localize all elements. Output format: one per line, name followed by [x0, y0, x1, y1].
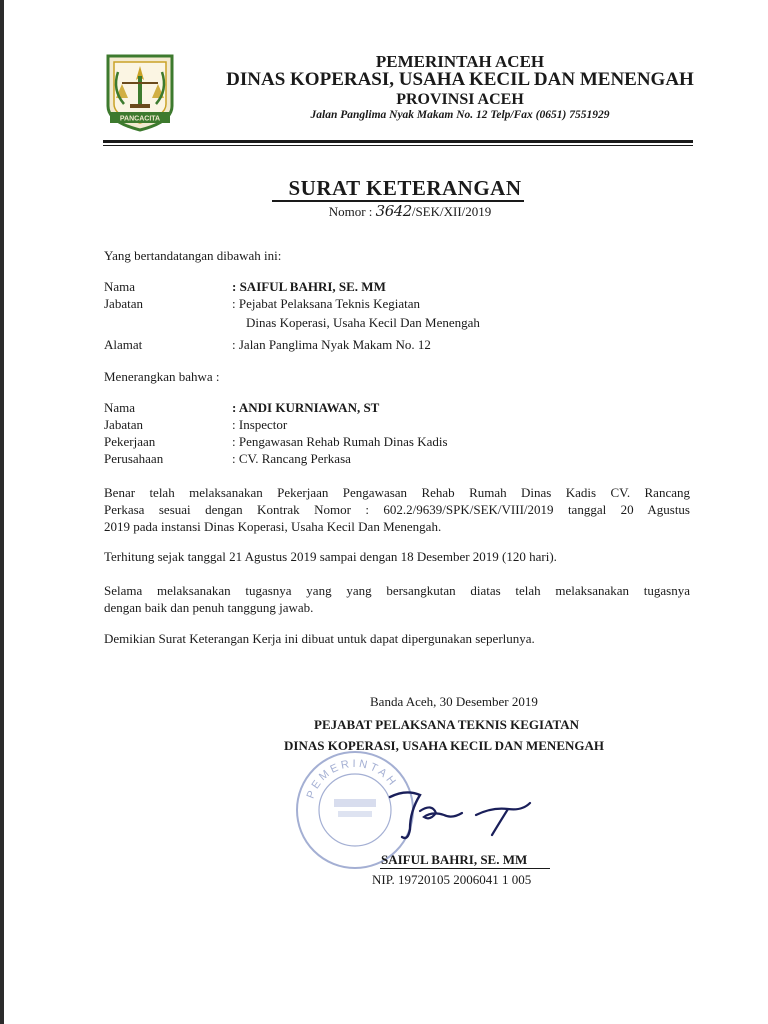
signer-nama-label: Nama	[104, 279, 136, 294]
nomor-handwritten: 3642	[375, 202, 412, 220]
page-edge	[0, 0, 4, 1024]
subject-jabatan-value: : Inspector	[232, 417, 288, 432]
signatory-name-underline	[380, 868, 550, 869]
nomor-suffix: /SEK/XII/2019	[411, 204, 492, 219]
document-number	[260, 202, 560, 220]
paragraph-performance	[104, 582, 690, 616]
signatory-position: PEJABAT PELAKSANA TEKNIS KEGIATAN	[314, 717, 579, 732]
letterhead-province: PROVINSI ACEH	[396, 91, 524, 108]
subject-perusahaan-value: : CV. Rancang Perkasa	[232, 451, 351, 466]
paragraph-line: Perkasa sesuai dengan Kontrak Nomor : 602.2/9639/SPK/SEK/VIII/2019 tanggal 20 Agustus	[104, 502, 690, 517]
paragraph-line: 2019 pada instansi Dinas Koperasi, Usaha Kecil Dan Menengah.	[104, 519, 442, 534]
stamp-text: PEMERINTAH	[304, 757, 400, 801]
paragraph-period	[104, 548, 690, 565]
logo-text: PANCACITA	[119, 115, 161, 123]
letterhead-address: Jalan Panglima Nyak Makam No. 12 Telp/Fax (0651) 7551929	[310, 109, 610, 121]
place-date: Banda Aceh, 30 Desember 2019	[370, 694, 538, 709]
signatory-agency: DINAS KOPERASI, USAHA KECIL DAN MENENGAH	[284, 738, 604, 753]
subject-nama-value: : ANDI KURNIAWAN, ST	[232, 400, 380, 415]
letterhead-government: PEMERINTAH ACEH	[375, 52, 545, 71]
paragraph-line: Selama melaksanakan tugasnya yang yang bersangkutan diatas telah melaksanakan tugasnya	[104, 583, 690, 598]
paragraph-line: dengan baik dan penuh tanggung jawab.	[104, 600, 314, 615]
signer-jabatan-label: Jabatan	[104, 296, 143, 311]
letterhead-agency: DINAS KOPERASI, USAHA KECIL DAN MENENGAH	[226, 69, 694, 90]
subject-nama-label: Nama	[104, 400, 136, 415]
document-title: SURAT KETERANGAN	[288, 176, 522, 200]
handwritten-signature	[380, 785, 550, 845]
nomor-prefix: Nomor :	[328, 204, 376, 219]
subject-pekerjaan-value: : Pengawasan Rehab Rumah Dinas Kadis	[232, 434, 448, 449]
paragraph-closing	[104, 630, 690, 647]
subject-pekerjaan-label: Pekerjaan	[104, 434, 156, 449]
letterhead-rule-thick	[103, 140, 693, 143]
signatory-nip: NIP. 19720105 2006041 1 005	[372, 872, 532, 887]
signatory-name: SAIFUL BAHRI, SE. MM	[381, 852, 528, 867]
signer-alamat-label: Alamat	[104, 337, 143, 352]
paragraph-line: Terhitung sejak tanggal 21 Agustus 2019 sampai dengan 18 Desember 2019 (120 hari).	[104, 549, 557, 564]
letterhead-rule-thin	[103, 145, 693, 146]
subject-jabatan-label: Jabatan	[104, 417, 143, 432]
menerangkan-text: Menerangkan bahwa :	[104, 369, 220, 384]
signer-jabatan-value: : Pejabat Pelaksana Teknis Kegiatan	[232, 296, 421, 311]
signer-nama-value: : SAIFUL BAHRI, SE. MM	[232, 279, 386, 294]
paragraph-line: Demikian Surat Keterangan Kerja ini dibuat untuk dapat dipergunakan seperlunya.	[104, 631, 535, 646]
paragraph-line: Benar telah melaksanakan Pekerjaan Pengawasan Rehab Rumah Dinas Kadis CV. Rancang	[104, 485, 690, 500]
subject-perusahaan-label: Perusahaan	[104, 451, 164, 466]
signer-alamat-value: : Jalan Panglima Nyak Makam No. 12	[232, 337, 431, 352]
paragraph-confirmation	[104, 484, 690, 535]
intro-text: Yang bertandatangan dibawah ini:	[104, 248, 282, 263]
pancacita-logo	[100, 50, 180, 134]
signer-jabatan-value-cont: Dinas Koperasi, Usaha Kecil Dan Menengah	[246, 315, 480, 330]
